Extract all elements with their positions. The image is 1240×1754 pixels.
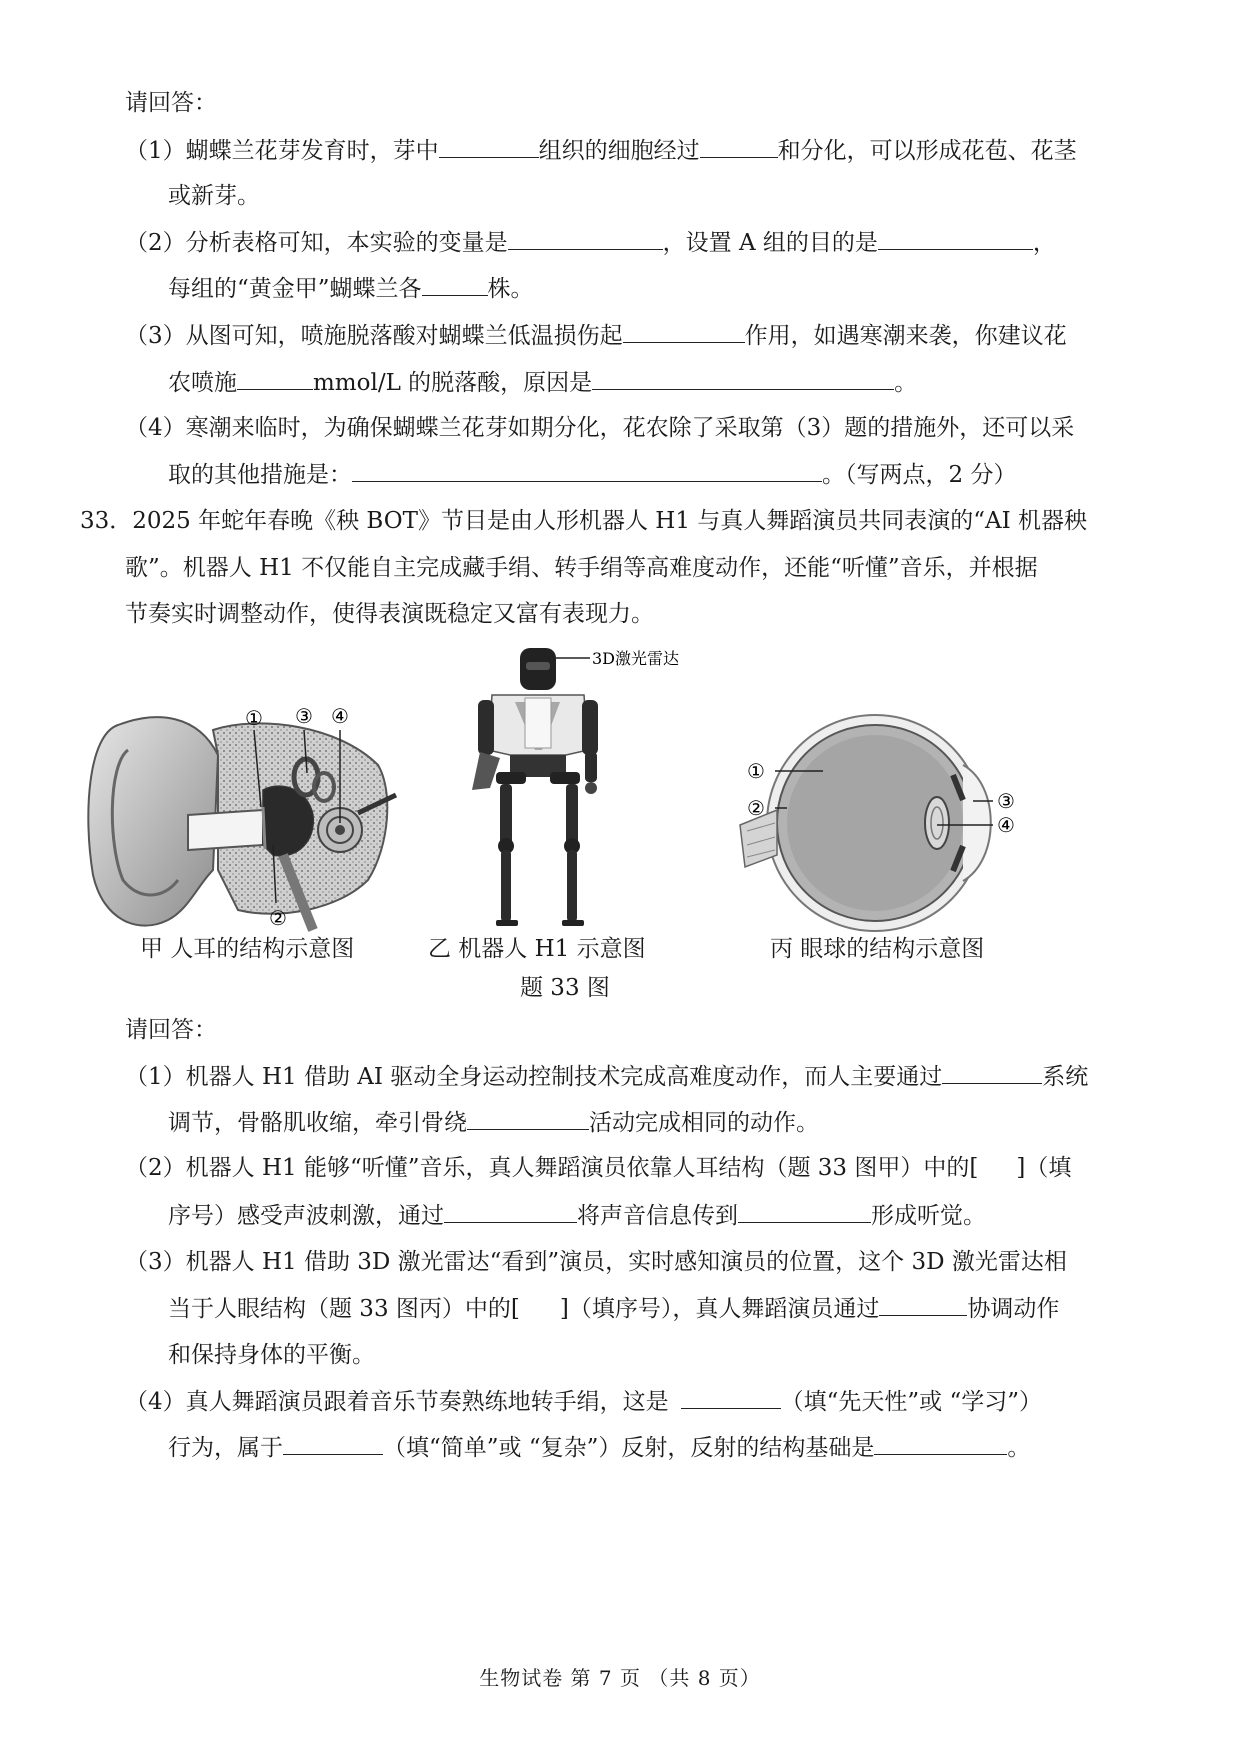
answer-blank[interactable]	[878, 227, 1033, 250]
answer-blank[interactable]	[738, 1200, 871, 1223]
q32-part3-line1: （3）从图可知，喷施脱落酸对蝴蝶兰低温损伤起 作用，如遇寒潮来袭，你建议花	[125, 320, 1067, 351]
answer-blank[interactable]	[422, 273, 488, 296]
eye-label-3: ③	[997, 789, 1015, 813]
q32-part2-line1: （2）分析表格可知，本实验的变量是 ，设置 A 组的目的是 ，	[125, 227, 1056, 258]
answer-blank[interactable]	[681, 1386, 781, 1409]
eye-label-2: ②	[747, 796, 765, 820]
answer-blank[interactable]	[283, 1432, 383, 1455]
q32-part1-line1: （1）蝴蝶兰花芽发育时，芽中 组织的细胞经过 和分化，可以形成花苞、花茎	[125, 135, 1077, 166]
ear-caption: 甲 人耳的结构示意图	[140, 936, 355, 962]
q32-part4-line2: 取的其他措施是： 。（写两点，2 分）	[168, 459, 1016, 490]
answer-prompt: 请回答：	[125, 1017, 217, 1043]
q33-stem-line3: 节奏实时调整动作，使得表演既稳定又富有表现力。	[125, 601, 654, 627]
q33-part3-line1: （3）机器人 H1 借助 3D 激光雷达“看到”演员，实时感知演员的位置，这个 3D 激光雷达相	[125, 1249, 1067, 1275]
q33-part3-line2: 当于人眼结构（题 33 图丙）中的[ ]（填序号），真人舞蹈演员通过 协调动作	[168, 1293, 1059, 1324]
ear-label-3: ③	[295, 704, 313, 728]
answer-blank[interactable]	[467, 1107, 589, 1130]
q32-part3-line2: 农喷施 mmol/L 的脱落酸，原因是 。	[168, 367, 917, 398]
q33-stem-line2: 歌”。机器人 H1 不仅能自主完成藏手绢、转手绢等高难度动作，还能“听懂”音乐，并根据	[125, 555, 1038, 581]
q32-part4-line1: （4）寒潮来临时，为确保蝴蝶兰花芽如期分化，花农除了采取第（3）题的措施外，还可以采	[125, 415, 1075, 441]
ear-structure-figure	[78, 695, 408, 940]
robot-caption: 乙 机器人 H1 示意图	[428, 936, 646, 962]
q33-part4-line2: 行为，属于 （填“简单”或 “复杂”）反射，反射的结构基础是 。	[168, 1432, 1030, 1463]
answer-blank[interactable]	[592, 367, 894, 390]
page-footer: 生物试卷 第 7 页 （共 8 页）	[479, 1666, 761, 1690]
eye-structure-figure	[725, 705, 1055, 935]
answer-blank[interactable]	[439, 135, 539, 158]
q33-part1-line2: 调节，骨骼肌收缩，牵引骨绕 活动完成相同的动作。	[168, 1107, 819, 1138]
answer-blank[interactable]	[444, 1200, 577, 1223]
q32-part2-line2: 每组的“黄金甲”蝴蝶兰各 株。	[168, 273, 534, 304]
q33-part1-line1: （1）机器人 H1 借助 AI 驱动全身运动控制技术完成高难度动作，而人主要通过 系统	[125, 1061, 1088, 1092]
answer-blank[interactable]	[879, 1293, 967, 1316]
q33-part2-line1: （2）机器人 H1 能够“听懂”音乐，真人舞蹈演员依靠人耳结构（题 33 图甲）中的[ ]（填	[125, 1155, 1072, 1181]
eye-label-1: ①	[747, 759, 765, 783]
answer-blank[interactable]	[874, 1432, 1007, 1455]
answer-blank[interactable]	[700, 135, 778, 158]
eye-caption: 丙 眼球的结构示意图	[770, 936, 985, 962]
answer-blank[interactable]	[352, 459, 822, 482]
q32-part1-line2: 或新芽。	[168, 183, 260, 209]
lidar-label: 3D激光雷达	[592, 649, 680, 668]
ear-label-1: ①	[245, 706, 263, 730]
q33-part3-line3: 和保持身体的平衡。	[168, 1342, 375, 1368]
q33-stem-line1: 33．2025 年蛇年春晚《秧 BOT》节目是由人形机器人 H1 与真人舞蹈演员共同表演的“AI 机器秧	[80, 508, 1088, 534]
robot-h1-figure	[470, 640, 680, 930]
answer-blank[interactable]	[942, 1061, 1042, 1084]
answer-blank[interactable]	[237, 367, 313, 390]
eye-label-4: ④	[997, 813, 1015, 837]
answer-blank[interactable]	[623, 320, 745, 343]
ear-label-2: ②	[269, 906, 287, 930]
q33-part2-line2: 序号）感受声波刺激，通过 将声音信息传到 形成听觉。	[168, 1200, 986, 1231]
answer-prompt: 请回答：	[125, 90, 217, 116]
q33-part4-line1: （4）真人舞蹈演员跟着音乐节奏熟练地转手绢，这是 （填“先天性”或 “学习”）	[125, 1386, 1042, 1417]
figure-title: 题 33 图	[520, 975, 610, 1001]
ear-label-4: ④	[331, 704, 349, 728]
answer-blank[interactable]	[508, 227, 663, 250]
